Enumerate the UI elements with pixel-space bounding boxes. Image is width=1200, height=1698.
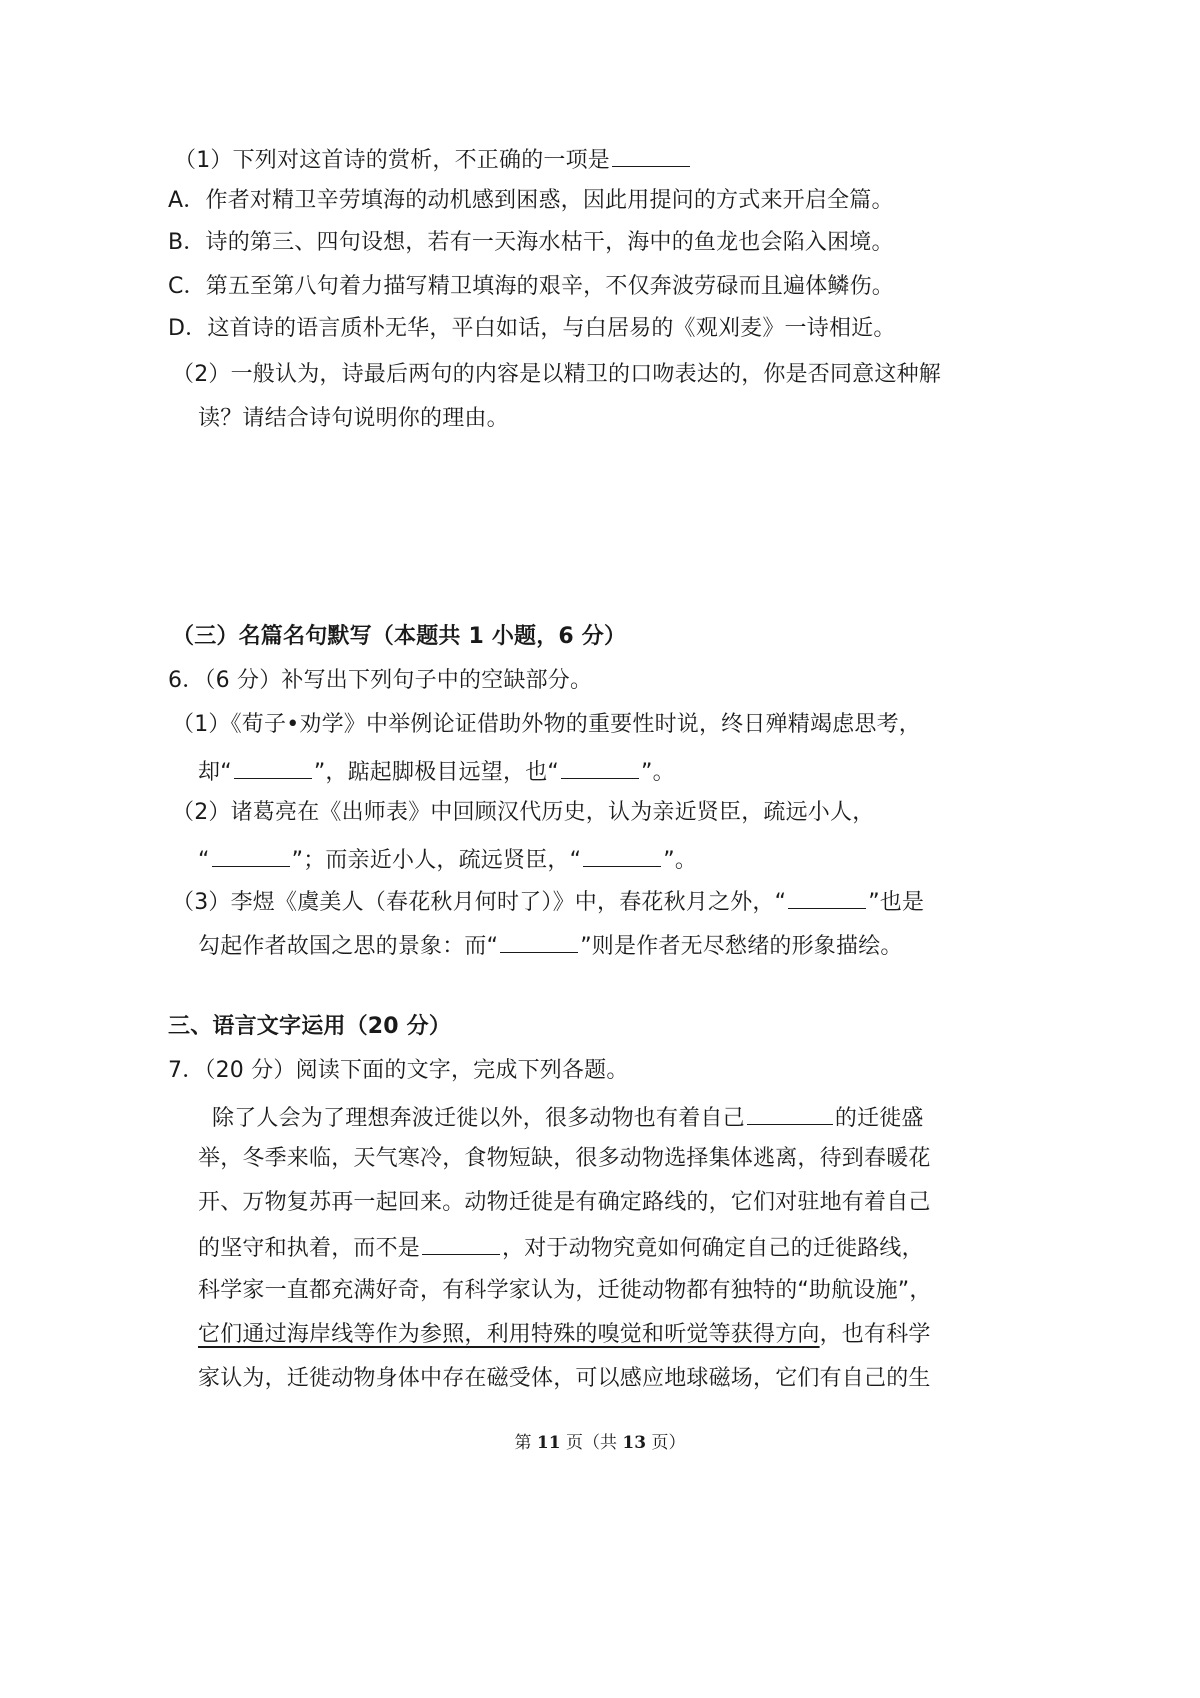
q6-s3-line2: 勾起作者故国之思的景象：而“ ”则是作者无尽愁绪的形象描绘。 [198, 928, 903, 962]
answer-blank [612, 142, 690, 167]
q5-option-d: D．这首诗的语言质朴无华，平白如话，与白居易的《观刈麦》一诗相近。 [168, 316, 896, 341]
q5-sub1-stem: （1）下列对这首诗的赏析，不正确的一项是 [174, 142, 692, 176]
answer-blank [422, 1230, 500, 1255]
page-footer: 第 11 页（共 13 页） [514, 1433, 686, 1453]
section-heading-language: 三、语言文字运用（20 分） [168, 1014, 452, 1039]
q7-passage-line: 科学家一直都充满好奇，有科学家认为，迁徙动物都有独特的“助航设施”， [198, 1278, 932, 1303]
q5-sub2-line2: 读？请结合诗句说明你的理由。 [198, 406, 509, 431]
q5-option-a: A．作者对精卫辛劳填海的动机感到困惑，因此用提问的方式来开启全篇。 [168, 188, 894, 213]
answer-blank [747, 1100, 833, 1125]
answer-blank [788, 884, 866, 909]
q6-s2-line1: （2）诸葛亮在《出师表》中回顾汉代历史，认为亲近贤臣，疏远小人， [172, 800, 875, 825]
answer-blank [234, 754, 312, 779]
q6-stem: 6．（6 分）补写出下列句子中的空缺部分。 [168, 668, 593, 693]
section-heading-recitation: （三）名篇名句默写（本题共 1 小题，6 分） [172, 624, 627, 649]
q7-passage-line: 家认为，迁徙动物身体中存在磁受体，可以感应地球磁场，它们有自己的生 [198, 1366, 931, 1391]
answer-blank [583, 842, 661, 867]
q7-passage-line: 开、万物复苏再一起回来。动物迁徙是有确定路线的，它们对驻地有着自己 [198, 1190, 931, 1215]
q5-option-c: C．第五至第八句着力描写精卫填海的艰辛，不仅奔波劳碌而且遍体鳞伤。 [168, 274, 894, 299]
q5-sub2-line1: （2）一般认为，诗最后两句的内容是以精卫的口吻表达的，你是否同意这种解 [172, 362, 941, 387]
page-number: 11 [536, 1433, 561, 1453]
q6-s3-line1: （3）李煜《虞美人（春花秋月何时了）》中，春花秋月之外，“ ”也是 [172, 884, 924, 918]
q7-passage-line: 除了人会为了理想奔波迁徙以外，很多动物也有着自己 的迁徙盛 [212, 1100, 924, 1134]
q6-s2-line2: “ ”；而亲近小人，疏远贤臣，“ ”。 [198, 842, 697, 876]
answer-blank [212, 842, 290, 867]
q5-option-b: B．诗的第三、四句设想，若有一天海水枯干，海中的鱼龙也会陷入困境。 [168, 230, 894, 255]
q7-passage-line: 举，冬季来临，天气寒冷，食物短缺，很多动物选择集体逃离，待到春暖花 [198, 1146, 931, 1171]
answer-blank [500, 928, 578, 953]
q7-stem: 7．（20 分）阅读下面的文字，完成下列各题。 [168, 1058, 629, 1083]
q7-passage-line: 它们通过海岸线等作为参照，利用特殊的嗅觉和听觉等获得方向，也有科学 [198, 1322, 931, 1347]
q6-s1-line2: 却“ ”，踮起脚极目远望，也“ ”。 [198, 754, 675, 788]
answer-blank [561, 754, 639, 779]
page-total: 13 [622, 1433, 647, 1453]
underlined-sentence: 它们通过海岸线等作为参照，利用特殊的嗅觉和听觉等获得方向 [198, 1322, 820, 1347]
q7-passage-line: 的坚守和执着，而不是 ，对于动物究竟如何确定自己的迁徙路线， [198, 1230, 924, 1264]
q6-s1-line1: （1）《荀子•劝学》中举例论证借助外物的重要性时说，终日殚精竭虑思考， [172, 712, 921, 737]
